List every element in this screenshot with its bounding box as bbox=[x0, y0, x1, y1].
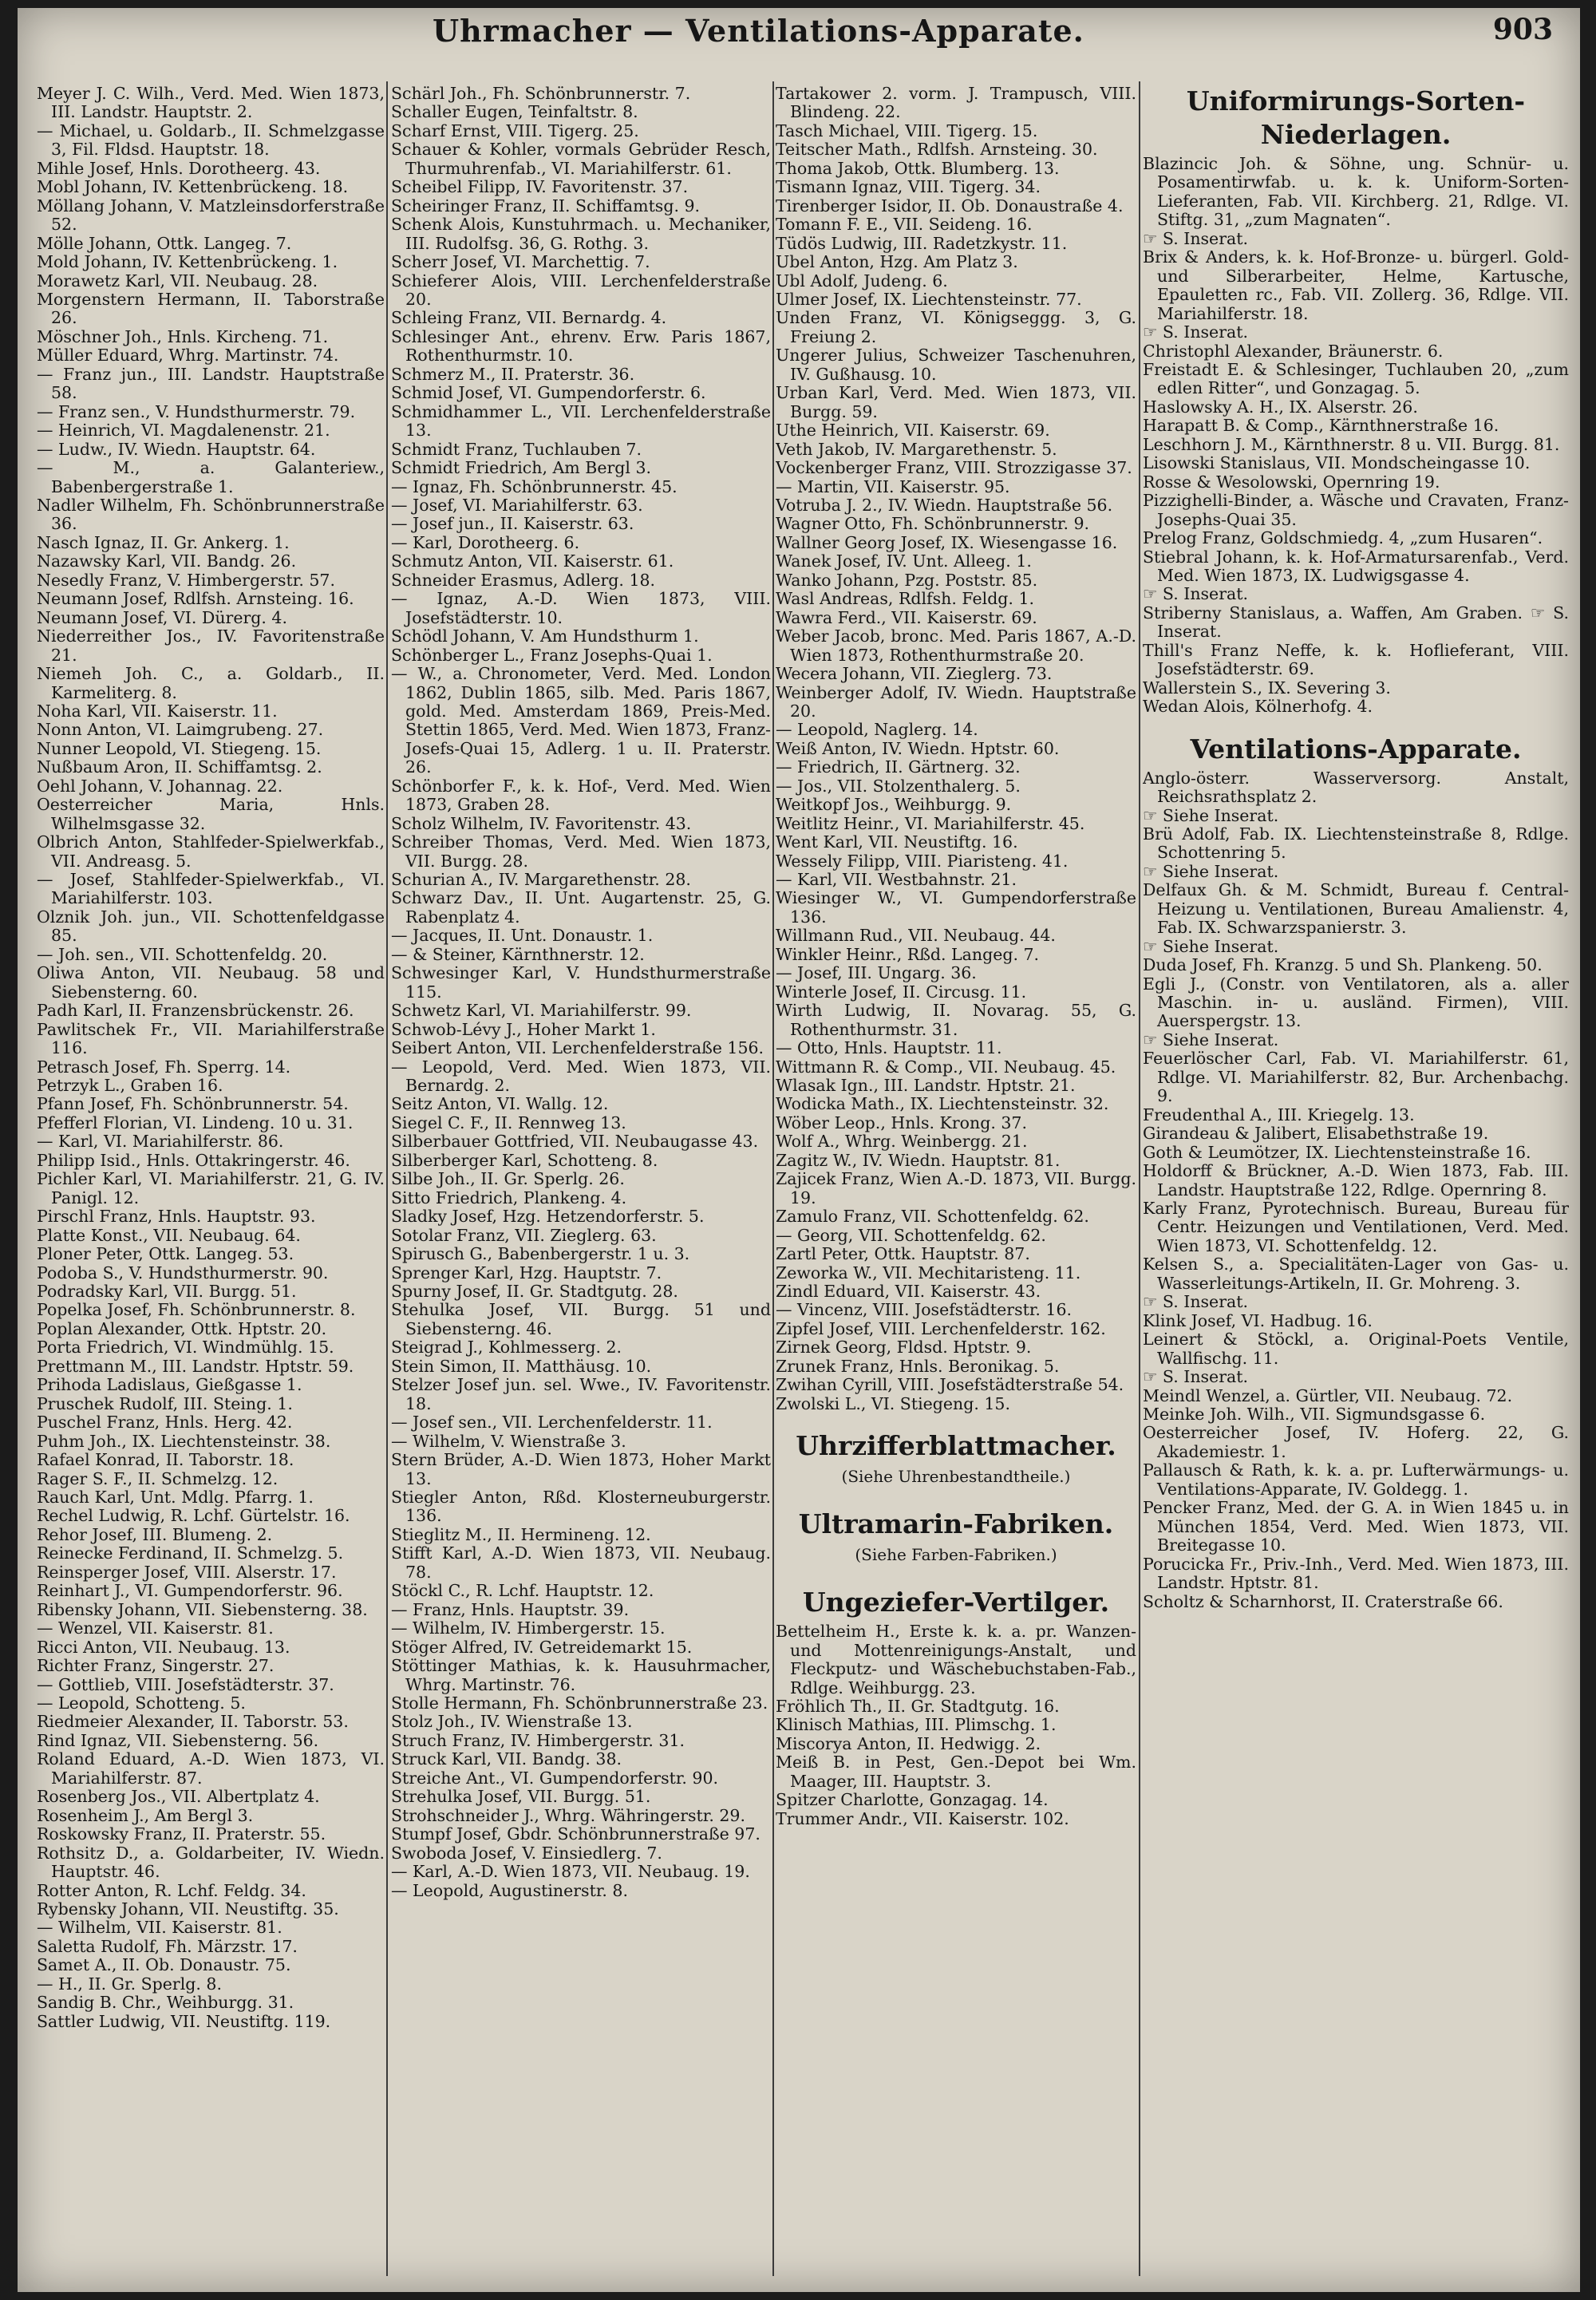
running-head bbox=[18, 13, 1580, 54]
directory-entry: Morgenstern Hermann, II. Taborstraße 26. bbox=[37, 289, 385, 328]
directory-entry: Mobl Johann, IV. Kettenbrückeng. 18. bbox=[37, 177, 349, 197]
directory-entry: Wanko Johann, Pzg. Poststr. 85. bbox=[776, 570, 1038, 590]
directory-entry: Sprenger Karl, Hzg. Hauptstr. 7. bbox=[391, 1263, 662, 1282]
directory-entry: Harapatt B. & Comp., Kärnthnerstraße 16. bbox=[1143, 416, 1499, 436]
directory-entry: Bettelheim H., Erste k. k. a. pr. Wanzen- und Mottenreinigungs-Anstalt, und Fleckputz- und Wäschebuchstaben-Fab., Rdlge. Weihburgg. 23. bbox=[776, 1622, 1136, 1697]
directory-entry: Platte Konst., VII. Neubaug. 64. bbox=[37, 1225, 301, 1245]
directory-entry: Riedmeier Alexander, II. Taborstr. 53. bbox=[37, 1712, 349, 1732]
directory-entry: Spurny Josef, II. Gr. Stadtgutg. 28. bbox=[391, 1282, 678, 1301]
column-rule bbox=[386, 81, 388, 2276]
page-number: 903 bbox=[1492, 13, 1553, 46]
directory-entry: Ulmer Josef, IX. Liechtensteinstr. 77. bbox=[776, 289, 1082, 309]
directory-entry: Ungerer Julius, Schweizer Taschenuhren, IV. Gußhausg. 10. bbox=[776, 346, 1136, 384]
directory-entry: Zagitz W., IV. Wiedn. Hauptstr. 81. bbox=[776, 1150, 1061, 1170]
directory-entry: Pirschl Franz, Hnls. Hauptstr. 93. bbox=[37, 1207, 316, 1227]
directory-entry: Ricci Anton, VII. Neubaug. 13. bbox=[37, 1637, 290, 1657]
directory-entry: Podoba S., V. Hundsthurmerstr. 90. bbox=[37, 1263, 329, 1282]
directory-entry: Pallausch & Rath, k. k. a. pr. Lufterwärmungs- u. Ventilations-Apparate, IV. Goldegg. 1. bbox=[1143, 1460, 1569, 1499]
directory-entry: Schurian A., IV. Margarethenstr. 28. bbox=[391, 870, 691, 890]
directory-entry: Wagner Otto, Fh. Schönbrunnerstr. 9. bbox=[776, 514, 1090, 534]
directory-entry: Brü Adolf, Fab. IX. Liechtensteinstraße 8, Rdlge. Schottenring 5. bbox=[1143, 824, 1569, 863]
directory-entry: Wallerstein S., IX. Severing 3. bbox=[1143, 678, 1391, 698]
directory-entry: Pizzighelli-Binder, a. Wäsche und Cravaten, Franz-Josephs-Quai 35. bbox=[1143, 491, 1569, 529]
directory-entry: Roskowsky Franz, II. Praterstr. 55. bbox=[37, 1824, 326, 1844]
directory-entry: Klinisch Mathias, III. Plimschg. 1. bbox=[776, 1715, 1057, 1735]
directory-entry: Prelog Franz, Goldschmiedg. 4, „zum Husaren“. bbox=[1143, 528, 1543, 548]
directory-entry: Rosenheim J., Am Bergl 3. bbox=[37, 1805, 254, 1825]
directory-entry: Niederreither Jos., IV. Favoritenstraße 21. bbox=[37, 626, 385, 665]
directory-entry: ☞ Siehe Inserat. bbox=[1143, 861, 1279, 881]
directory-entry: Weber Jacob, bronc. Med. Paris 1867, A.-D. Wien 1873, Rothenthurmstraße 20. bbox=[776, 626, 1136, 665]
directory-entry: Roland Eduard, A.-D. Wien 1873, VI. Mariahilferstr. 87. bbox=[37, 1749, 385, 1788]
directory-entry: Mölle Johann, Ottk. Langeg. 7. bbox=[37, 233, 292, 253]
directory-entry: — Wilhelm, VII. Kaiserstr. 81. bbox=[37, 1918, 282, 1938]
directory-entry: Schmidt Franz, Tuchlauben 7. bbox=[391, 439, 642, 459]
directory-entry: — Vincenz, VIII. Josefstädterstr. 16. bbox=[776, 1300, 1073, 1320]
directory-entry: Schwesinger Karl, V. Hundsthurmerstraße 115. bbox=[391, 963, 771, 1002]
directory-entry: Freistadt E. & Schlesinger, Tuchlauben 20, „zum edlen Ritter“, und Gonzagag. 5. bbox=[1143, 359, 1569, 398]
directory-entry: Wanek Josef, IV. Unt. Alleeg. 1. bbox=[776, 551, 1032, 571]
directory-entry: Schneider Erasmus, Adlerg. 18. bbox=[391, 570, 656, 590]
directory-entry: — Ignaz, Fh. Schönbrunnerstr. 45. bbox=[391, 476, 678, 496]
directory-entry: Stolle Hermann, Fh. Schönbrunnerstraße 23. bbox=[391, 1693, 768, 1713]
directory-entry: Brix & Anders, k. k. Hof-Bronze- u. bürgerl. Gold- und Silberarbeiter, Helme, Kartusche, Epauletten rc., Fab. VII. Zollerg. 36, Rdlge. VII. Mariahilferstr. 18. bbox=[1143, 247, 1569, 323]
directory-entry: Unden Franz, VI. Königseggg. 3, G. Freiung 2. bbox=[776, 308, 1136, 346]
directory-entry: Olznik Joh. jun., VII. Schottenfeldgasse 85. bbox=[37, 907, 385, 946]
directory-entry: Stöger Alfred, IV. Getreidemarkt 15. bbox=[391, 1637, 693, 1657]
section-heading: Uhrzifferblattmacher. bbox=[796, 1430, 1116, 1462]
directory-entry: Stein Simon, II. Matthäusg. 10. bbox=[391, 1356, 652, 1376]
directory-entry: Sattler Ludwig, VII. Neustiftg. 119. bbox=[37, 2011, 331, 2031]
directory-entry: Müller Eduard, Whrg. Martinstr. 74. bbox=[37, 346, 339, 366]
directory-entry: Seibert Anton, VII. Lerchenfelderstraße 156. bbox=[391, 1038, 764, 1058]
directory-entry: Zamulo Franz, VII. Schottenfeldg. 62. bbox=[776, 1207, 1089, 1227]
directory-entry: Pfefferl Florian, VI. Lindeng. 10 u. 31. bbox=[37, 1112, 354, 1132]
directory-entry: ☞ S. Inserat. bbox=[1143, 1292, 1248, 1312]
directory-entry: ☞ S. Inserat. bbox=[1143, 322, 1248, 342]
directory-entry: Egli J., (Constr. von Ventilatoren, als a. aller Maschin. in- u. ausländ. Firmen), VIII. Auerspergstr. 13. bbox=[1143, 974, 1569, 1031]
directory-entry: — Heinrich, VI. Magdalenenstr. 21. bbox=[37, 421, 330, 441]
directory-entry: Silbe Joh., II. Gr. Sperlg. 26. bbox=[391, 1169, 625, 1189]
directory-entry: Tüdös Ludwig, III. Radetzkystr. 11. bbox=[776, 233, 1068, 253]
directory-entry: Wessely Filipp, VIII. Piaristeng. 41. bbox=[776, 851, 1069, 871]
directory-entry: Scholz Wilhelm, IV. Favoritenstr. 43. bbox=[391, 813, 692, 833]
directory-entry: Wiesinger W., VI. Gumpendorferstraße 136. bbox=[776, 888, 1136, 927]
directory-entry: Schauer & Kohler, vormals Gebrüder Resch, Thurmuhrenfab., VI. Mariahilferstr. 61. bbox=[391, 140, 771, 178]
directory-entry: Wlasak Ign., III. Landstr. Hptstr. 21. bbox=[776, 1076, 1076, 1096]
directory-entry: Struch Franz, IV. Himbergerstr. 31. bbox=[391, 1730, 685, 1750]
page-title: Uhrmacher — Ventilations-Apparate. bbox=[433, 13, 1084, 49]
directory-entry: — W., a. Chronometer, Verd. Med. London 1862, Dublin 1865, silb. Med. Paris 1867, gold. Med. Amsterdam 1869, Preis-Med. Stettin 1865, Verd. Med. Wien 1873, Franz-Josefs-Quai 15, Adlerg. 1 u. II. Praterstr. 26. bbox=[391, 664, 771, 777]
directory-entry: Tomann F. E., VII. Seideng. 16. bbox=[776, 215, 1033, 235]
directory-entry: Teitscher Math., Rdlfsh. Arnsteing. 30. bbox=[776, 140, 1098, 160]
directory-entry: Schmid Josef, VI. Gumpendorferstr. 6. bbox=[391, 383, 706, 403]
directory-entry: Zwihan Cyrill, VIII. Josefstädterstraße 54. bbox=[776, 1375, 1124, 1395]
directory-entry: Wecera Johann, VII. Zieglerg. 73. bbox=[776, 664, 1053, 684]
directory-entry: Scharf Ernst, VIII. Tigerg. 25. bbox=[391, 121, 639, 140]
directory-entry: Silberberger Karl, Schotteng. 8. bbox=[391, 1150, 658, 1170]
directory-entry: Votruba J. 2., IV. Wiedn. Hauptstraße 56. bbox=[776, 495, 1113, 515]
directory-entry: Delfaux Gh. & M. Schmidt, Bureau f. Central-Heizung u. Ventilationen, Bureau Amalienstr. 4, Fab. IX. Schwarzspanierstr. 3. bbox=[1143, 880, 1569, 938]
directory-entry: Puschel Franz, Hnls. Herg. 42. bbox=[37, 1413, 293, 1433]
directory-entry: Zwolski L., VI. Stiegeng. 15. bbox=[776, 1393, 1010, 1413]
directory-entry: Schwetz Karl, VI. Mariahilferstr. 99. bbox=[391, 1001, 692, 1021]
directory-entry: — H., II. Gr. Sperlg. 8. bbox=[37, 1974, 222, 1994]
directory-entry: Sitto Friedrich, Plankeng. 4. bbox=[391, 1188, 627, 1207]
directory-entry: Meindl Wenzel, a. Gürtler, VII. Neubaug. 72. bbox=[1143, 1385, 1513, 1405]
directory-entry: Haslowsky A. H., IX. Alserstr. 26. bbox=[1143, 397, 1418, 417]
directory-entry: Thoma Jakob, Ottk. Blumberg. 13. bbox=[776, 158, 1060, 178]
directory-entry: Neumann Josef, VI. Dürerg. 4. bbox=[37, 607, 287, 627]
directory-entry: — Leopold, Verd. Med. Wien 1873, VII. Bernardg. 2. bbox=[391, 1057, 771, 1096]
directory-entry: Streiche Ant., VI. Gumpendorferstr. 90. bbox=[391, 1768, 719, 1788]
directory-entry: Nunner Leopold, VI. Stiegeng. 15. bbox=[37, 738, 322, 758]
directory-entry: Neumann Josef, Rdlfsh. Arnsteing. 16. bbox=[37, 589, 354, 609]
directory-entry: Podradsky Karl, VII. Burgg. 51. bbox=[37, 1282, 297, 1301]
directory-entry: Stifft Karl, A.-D. Wien 1873, VII. Neubaug. 78. bbox=[391, 1543, 771, 1582]
column-4 bbox=[1143, 85, 1569, 2271]
directory-entry: — Josef sen., VII. Lerchenfelderstr. 11. bbox=[391, 1413, 713, 1433]
directory-entry: Weitkopf Jos., Weihburgg. 9. bbox=[776, 795, 1012, 815]
directory-entry: Schmutz Anton, VII. Kaiserstr. 61. bbox=[391, 551, 674, 571]
directory-entry: Veth Jakob, IV. Margarethenstr. 5. bbox=[776, 439, 1057, 459]
directory-entry: Zrunek Franz, Hnls. Beronikag. 5. bbox=[776, 1356, 1060, 1376]
directory-entry: Scheiringer Franz, II. Schiffamtsg. 9. bbox=[391, 196, 701, 215]
directory-entry: Scherr Josef, VI. Marchettig. 7. bbox=[391, 252, 650, 272]
directory-entry: Christophl Alexander, Bräunerstr. 6. bbox=[1143, 341, 1444, 361]
directory-entry: Stelzer Josef jun. sel. Wwe., IV. Favoritenstr. 18. bbox=[391, 1375, 771, 1413]
directory-entry: — Michael, u. Goldarb., II. Schmelzgasse 3, Fil. Fldsd. Hauptstr. 18. bbox=[37, 121, 385, 160]
directory-entry: Möschner Joh., Hnls. Kircheng. 71. bbox=[37, 326, 329, 346]
directory-entry: Swoboda Josef, V. Einsiedlerg. 7. bbox=[391, 1843, 662, 1863]
directory-entry: Schmidhammer L., VII. Lerchenfelderstraße 13. bbox=[391, 401, 771, 441]
column-3 bbox=[776, 85, 1136, 2271]
directory-entry: Wöber Leop., Hnls. Krong. 37. bbox=[776, 1112, 1027, 1132]
directory-entry: — Jacques, II. Unt. Donaustr. 1. bbox=[391, 926, 654, 946]
directory-entry: Richter Franz, Singerstr. 27. bbox=[37, 1656, 275, 1676]
directory-entry: Rosse & Wesolowski, Opernring 19. bbox=[1143, 472, 1440, 492]
directory-entry: Meinke Joh. Wilh., VII. Sigmundsgasse 6. bbox=[1143, 1405, 1486, 1424]
directory-entry: Oesterreicher Maria, Hnls. Wilhelmsgasse 32. bbox=[37, 795, 385, 833]
directory-entry: Stumpf Josef, Gbdr. Schönbrunnerstraße 97. bbox=[391, 1824, 760, 1844]
section-heading: Ungeziefer-Vertilger. bbox=[802, 1587, 1110, 1618]
directory-entry: — Joh. sen., VII. Schottenfeldg. 20. bbox=[37, 944, 328, 964]
directory-entry: — Franz, Hnls. Hauptstr. 39. bbox=[391, 1599, 630, 1619]
directory-entry: Stehulka Josef, VII. Burgg. 51 und Siebensterng. 46. bbox=[391, 1300, 771, 1338]
directory-entry: Stiebral Johann, k. k. Hof-Armatursarenfab., Verd. Med. Wien 1873, IX. Ludwigsgasse 4. bbox=[1143, 547, 1569, 585]
directory-entry: Rauch Karl, Unt. Mdlg. Pfarrg. 1. bbox=[37, 1487, 314, 1507]
directory-entry: Duda Josef, Fh. Kranzg. 5 und Sh. Plankeng. 50. bbox=[1143, 955, 1543, 975]
directory-entry: Schlesinger Ant., ehrenv. Erw. Paris 1867, Rothenthurmstr. 10. bbox=[391, 326, 771, 366]
directory-entry: Schieferer Alois, VIII. Lerchenfelderstraße 20. bbox=[391, 271, 771, 309]
directory-entry: Pruschek Rudolf, III. Steing. 1. bbox=[37, 1393, 293, 1413]
directory-entry: Reinecke Ferdinand, II. Schmelzg. 5. bbox=[37, 1543, 344, 1563]
directory-entry: — Karl, VII. Westbahnstr. 21. bbox=[776, 870, 1017, 890]
directory-entry: Wolf A., Whrg. Weinbergg. 21. bbox=[776, 1132, 1028, 1152]
directory-entry: Weinberger Adolf, IV. Wiedn. Hauptstraße 20. bbox=[776, 682, 1136, 721]
directory-entry: Blazincic Joh. & Söhne, ung. Schnür- u. Posamentirwfab. u. k. k. Uniform-Sorten-Lieferanten, Fab. VII. Kirchberg. 21, Rdlge. VI. Stiftg. 31, „zum Magnaten“. bbox=[1143, 154, 1569, 230]
directory-entry: — M., a. Galanteriew., Babenbergerstraße 1. bbox=[37, 458, 385, 496]
section-note: (Siehe Farben-Fabriken.) bbox=[855, 1545, 1057, 1565]
directory-entry: Niemeh Joh. C., a. Goldarb., II. Karmeliterg. 8. bbox=[37, 664, 385, 702]
directory-entry: Karly Franz, Pyrotechnisch. Bureau, Bureau für Centr. Heizungen und Ventilationen, Verd. Med. Wien 1873, VI. Schottenfeldg. 12. bbox=[1143, 1199, 1569, 1255]
directory-entry: — Josef, VI. Mariahilferstr. 63. bbox=[391, 495, 643, 515]
directory-entry: Nonn Anton, VI. Laimgrubeng. 27. bbox=[37, 720, 324, 740]
directory-entry: Pfann Josef, Fh. Schönbrunnerstr. 54. bbox=[37, 1094, 349, 1114]
section-note: (Siehe Uhrenbestandtheile.) bbox=[841, 1467, 1071, 1487]
directory-entry: Winkler Heinr., Rßd. Langeg. 7. bbox=[776, 944, 1040, 964]
directory-entry: Padh Karl, II. Franzensbrückenstr. 26. bbox=[37, 1001, 354, 1021]
directory-entry: Scholtz & Scharnhorst, II. Craterstraße 66. bbox=[1143, 1591, 1503, 1611]
directory-entry: Oliwa Anton, VII. Neubaug. 58 und Siebensterng. 60. bbox=[37, 963, 385, 1002]
directory-entry: Zartl Peter, Ottk. Hauptstr. 87. bbox=[776, 1244, 1030, 1264]
directory-entry: Schreiber Thomas, Verd. Med. Wien 1873, VII. Burgg. 28. bbox=[391, 832, 771, 871]
directory-entry: Girandeau & Jalibert, Elisabethstraße 19. bbox=[1143, 1124, 1489, 1144]
directory-entry: Leinert & Stöckl, a. Original-Poets Ventile, Wallfischg. 11. bbox=[1143, 1330, 1569, 1368]
directory-entry: Rehor Josef, III. Blumeng. 2. bbox=[37, 1524, 273, 1544]
directory-entry: Rothsitz D., a. Goldarbeiter, IV. Wiedn. Hauptstr. 46. bbox=[37, 1843, 385, 1882]
directory-entry: Rechel Ludwig, R. Lchf. Gürtelstr. 16. bbox=[37, 1506, 350, 1526]
directory-entry: Möllang Johann, V. Matzleinsdorferstraße 52. bbox=[37, 196, 385, 235]
directory-page bbox=[18, 8, 1580, 2292]
directory-entry: Sladky Josef, Hzg. Hetzendorferstr. 5. bbox=[391, 1207, 705, 1227]
directory-entry: Schönberger L., Franz Josephs-Quai 1. bbox=[391, 645, 713, 665]
directory-entry: Olbrich Anton, Stahlfeder-Spielwerkfab., VII. Andreasg. 5. bbox=[37, 832, 385, 871]
directory-entry: Striberny Stanislaus, a. Waffen, Am Graben. ☞ S. Inserat. bbox=[1143, 603, 1569, 642]
directory-entry: ☞ S. Inserat. bbox=[1143, 584, 1248, 604]
directory-entry: Silberbauer Gottfried, VII. Neubaugasse 43. bbox=[391, 1132, 759, 1152]
directory-entry: Steigrad J., Kohlmesserg. 2. bbox=[391, 1338, 622, 1357]
directory-entry: Goth & Leumötzer, IX. Liechtensteinstraße 16. bbox=[1143, 1142, 1531, 1162]
directory-entry: — Josef, III. Ungarg. 36. bbox=[776, 963, 977, 983]
directory-entry: — Leopold, Naglerg. 14. bbox=[776, 720, 978, 740]
directory-entry: Zajicek Franz, Wien A.-D. 1873, VII. Burgg. 19. bbox=[776, 1169, 1136, 1207]
directory-entry: Wawra Ferd., VII. Kaiserstr. 69. bbox=[776, 607, 1037, 627]
directory-entry: Rafael Konrad, II. Taborstr. 18. bbox=[37, 1450, 294, 1470]
directory-entry: Saletta Rudolf, Fh. Märzstr. 17. bbox=[37, 1936, 298, 1956]
directory-entry: Weitlitz Heinr., VI. Mariahilferstr. 45. bbox=[776, 813, 1085, 833]
directory-entry: Stöttinger Mathias, k. k. Hausuhrmacher, Whrg. Martinstr. 76. bbox=[391, 1656, 771, 1694]
directory-entry: Vockenberger Franz, VIII. Strozzigasse 37. bbox=[776, 458, 1132, 478]
directory-entry: Siegel C. F., II. Rennweg 13. bbox=[391, 1112, 626, 1132]
directory-entry: — Franz sen., V. Hundsthurmerstr. 79. bbox=[37, 401, 356, 421]
directory-entry: Nesedly Franz, V. Himbergerstr. 57. bbox=[37, 570, 335, 590]
directory-entry: Stern Brüder, A.-D. Wien 1873, Hoher Markt 13. bbox=[391, 1450, 771, 1488]
directory-entry: Weiß Anton, IV. Wiedn. Hptstr. 60. bbox=[776, 738, 1060, 758]
directory-entry: Prettmann M., III. Landstr. Hptstr. 59. bbox=[37, 1356, 354, 1376]
directory-entry: Nasch Ignaz, II. Gr. Ankerg. 1. bbox=[37, 532, 290, 552]
directory-entry: Petrasch Josef, Fh. Sperrg. 14. bbox=[37, 1057, 291, 1077]
directory-entry: ☞ Siehe Inserat. bbox=[1143, 936, 1279, 956]
directory-entry: Schmidt Friedrich, Am Bergl 3. bbox=[391, 458, 652, 478]
directory-entry: Stiegler Anton, Rßd. Klosterneuburgerstr. 136. bbox=[391, 1487, 771, 1526]
directory-entry: Pichler Karl, VI. Mariahilferstr. 21, G. IV. Panigl. 12. bbox=[37, 1169, 385, 1207]
directory-entry: Wodicka Math., IX. Liechtensteinstr. 32. bbox=[776, 1094, 1109, 1114]
directory-entry: Anglo-österr. Wasserversorg. Anstalt, Reichsrathsplatz 2. bbox=[1143, 768, 1569, 807]
directory-entry: Nazawsky Karl, VII. Bandg. 26. bbox=[37, 551, 297, 571]
directory-entry: — Wilhelm, V. Wienstraße 3. bbox=[391, 1431, 626, 1451]
directory-entry: Stieglitz M., II. Hermineng. 12. bbox=[391, 1524, 651, 1544]
directory-entry: — Wilhelm, IV. Himbergerstr. 15. bbox=[391, 1618, 666, 1638]
section-heading: Ventilations-Apparate. bbox=[1190, 733, 1522, 765]
directory-entry: Oehl Johann, V. Johannag. 22. bbox=[37, 776, 283, 796]
directory-entry: — Georg, VII. Schottenfeldg. 62. bbox=[776, 1225, 1046, 1245]
directory-entry: Porta Friedrich, VI. Windmühlg. 15. bbox=[37, 1338, 334, 1357]
directory-entry: Zirnek Georg, Fldsd. Hptstr. 9. bbox=[776, 1338, 1032, 1357]
directory-entry: Schwob-Lévy J., Hoher Markt 1. bbox=[391, 1019, 656, 1039]
directory-entry: Nußbaum Aron, II. Schiffamtsg. 2. bbox=[37, 757, 322, 777]
directory-entry: Schärl Joh., Fh. Schönbrunnerstr. 7. bbox=[391, 85, 691, 103]
directory-entry: Thill's Franz Neffe, k. k. Hoflieferant, VIII. Josefstädterstr. 69. bbox=[1143, 640, 1569, 679]
directory-entry: Reinhart J., VI. Gumpendorferstr. 96. bbox=[37, 1581, 343, 1601]
directory-entry: Kelsen S., a. Specialitäten-Lager von Gas- u. Wasserleitungs-Artikeln, II. Gr. Mohreng. 3. bbox=[1143, 1255, 1569, 1293]
directory-entry: Uthe Heinrich, VII. Kaiserstr. 69. bbox=[776, 421, 1050, 441]
directory-entry: — Leopold, Schotteng. 5. bbox=[37, 1693, 246, 1713]
directory-entry: Freudenthal A., III. Kriegelg. 13. bbox=[1143, 1105, 1415, 1124]
directory-entry: Schönborfer F., k. k. Hof-, Verd. Med. Wien 1873, Graben 28. bbox=[391, 776, 771, 815]
directory-entry: — Wenzel, VII. Kaiserstr. 81. bbox=[37, 1618, 274, 1638]
directory-entry: Rind Ignaz, VII. Siebensterng. 56. bbox=[37, 1730, 319, 1750]
directory-entry: Morawetz Karl, VII. Neubaug. 28. bbox=[37, 271, 318, 290]
directory-entry: Reinsperger Josef, VIII. Alserstr. 17. bbox=[37, 1562, 337, 1582]
directory-entry: Tasch Michael, VIII. Tigerg. 15. bbox=[776, 121, 1038, 140]
directory-entry: Leschhorn J. M., Kärnthnerstr. 8 u. VII. Burgg. 81. bbox=[1143, 434, 1560, 454]
directory-entry: Nadler Wilhelm, Fh. Schönbrunnerstraße 36. bbox=[37, 495, 385, 534]
directory-entry: Wirth Ludwig, II. Novarag. 55, G. Rothenthurmstr. 31. bbox=[776, 1001, 1136, 1039]
directory-entry: — Otto, Hnls. Hauptstr. 11. bbox=[776, 1038, 1002, 1058]
directory-entry: ☞ S. Inserat. bbox=[1143, 228, 1248, 248]
directory-entry: — Leopold, Augustinerstr. 8. bbox=[391, 1880, 628, 1900]
directory-entry: Schenk Alois, Kunstuhrmach. u. Mechaniker, III. Rudolfsg. 36, G. Rothg. 3. bbox=[391, 215, 771, 253]
column-2 bbox=[391, 85, 771, 2271]
directory-entry: Noha Karl, VII. Kaiserstr. 11. bbox=[37, 701, 278, 721]
section-heading: Uniformirungs-Sorten-Niederlagen. bbox=[1186, 85, 1526, 150]
directory-entry: Went Karl, VII. Neustiftg. 16. bbox=[776, 832, 1018, 852]
directory-entry: Winterle Josef, II. Circusg. 11. bbox=[776, 982, 1027, 1002]
directory-entry: Wasl Andreas, Rdlfsh. Feldg. 1. bbox=[776, 589, 1035, 609]
directory-entry: Sotolar Franz, VII. Zieglerg. 63. bbox=[391, 1225, 657, 1245]
directory-entry: Ploner Peter, Ottk. Langeg. 53. bbox=[37, 1244, 294, 1264]
directory-entry: Rotter Anton, R. Lchf. Feldg. 34. bbox=[37, 1880, 306, 1900]
directory-entry: Scheibel Filipp, IV. Favoritenstr. 37. bbox=[391, 177, 689, 197]
directory-entry: Popelka Josef, Fh. Schönbrunnerstr. 8. bbox=[37, 1300, 356, 1320]
directory-entry: Mold Johann, IV. Kettenbrückeng. 1. bbox=[37, 252, 338, 272]
directory-entry: Trummer Andr., VII. Kaiserstr. 102. bbox=[776, 1808, 1069, 1828]
directory-entry: Feuerlöscher Carl, Fab. VI. Mariahilferstr. 61, Rdlge. VI. Mariahilferstr. 82, Bur. Archenbachg. 9. bbox=[1143, 1049, 1569, 1106]
directory-entry: — Ignaz, A.-D. Wien 1873, VIII. Josefstädterstr. 10. bbox=[391, 589, 771, 627]
directory-entry: Wedan Alois, Kölnerhofg. 4. bbox=[1143, 697, 1373, 717]
directory-entry: — & Steiner, Kärnthnerstr. 12. bbox=[391, 944, 645, 964]
directory-entry: Strohschneider J., Whrg. Währingerstr. 29. bbox=[391, 1805, 745, 1825]
directory-entry: Schleing Franz, VII. Bernardg. 4. bbox=[391, 308, 667, 328]
directory-entry: — Josef jun., II. Kaiserstr. 63. bbox=[391, 514, 634, 534]
column-rule bbox=[1139, 81, 1140, 2276]
directory-entry: Prihoda Ladislaus, Gießgasse 1. bbox=[37, 1375, 302, 1395]
directory-entry: Puhm Joh., IX. Liechtensteinstr. 38. bbox=[37, 1431, 331, 1451]
directory-entry: — Karl, Dorotheerg. 6. bbox=[391, 532, 580, 552]
directory-entry: Philipp Isid., Hnls. Ottakringerstr. 46. bbox=[37, 1150, 350, 1170]
directory-entry: ☞ S. Inserat. bbox=[1143, 1367, 1248, 1387]
directory-entry: Wallner Georg Josef, IX. Wiesengasse 16. bbox=[776, 532, 1118, 552]
directory-entry: Spitzer Charlotte, Gonzagag. 14. bbox=[776, 1790, 1049, 1810]
directory-entry: Samet A., II. Ob. Donaustr. 75. bbox=[37, 1955, 291, 1975]
directory-entry: Seitz Anton, VI. Wallg. 12. bbox=[391, 1094, 609, 1114]
directory-entry: Schödl Johann, V. Am Hundsthurm 1. bbox=[391, 626, 699, 646]
directory-entry: Tartakower 2. vorm. J. Trampusch, VIII. Blindeng. 22. bbox=[776, 85, 1136, 122]
directory-entry: Tismann Ignaz, VIII. Tigerg. 34. bbox=[776, 177, 1041, 197]
directory-entry: Fröhlich Th., II. Gr. Stadtgutg. 16. bbox=[776, 1696, 1060, 1716]
directory-entry: — Karl, A.-D. Wien 1873, VII. Neubaug. 19. bbox=[391, 1862, 750, 1882]
directory-entry: Zipfel Josef, VIII. Lerchenfelderstr. 162. bbox=[776, 1318, 1106, 1338]
directory-entry: Rybensky Johann, VII. Neustiftg. 35. bbox=[37, 1899, 339, 1919]
directory-entry: — Karl, VI. Mariahilferstr. 86. bbox=[37, 1132, 284, 1152]
directory-entry: — Martin, VII. Kaiserstr. 95. bbox=[776, 476, 1010, 496]
directory-entry: Zindl Eduard, VII. Kaiserstr. 43. bbox=[776, 1282, 1041, 1301]
directory-entry: Rager S. F., II. Schmelzg. 12. bbox=[37, 1468, 279, 1488]
directory-entry: Meiß B. in Pest, Gen.-Depot bei Wm. Maager, III. Hauptstr. 3. bbox=[776, 1753, 1136, 1791]
directory-entry: Porucicka Fr., Priv.-Inh., Verd. Med. Wien 1873, III. Landstr. Hptstr. 81. bbox=[1143, 1554, 1569, 1593]
directory-entry: Rosenberg Jos., VII. Albertplatz 4. bbox=[37, 1787, 320, 1807]
directory-entry: Poplan Alexander, Ottk. Hptstr. 20. bbox=[37, 1318, 327, 1338]
directory-entry: ☞ Siehe Inserat. bbox=[1143, 805, 1279, 825]
directory-entry: Schmerz M., II. Praterstr. 36. bbox=[391, 364, 635, 384]
directory-entry: Zeworka W., VII. Mechitaristeng. 11. bbox=[776, 1263, 1081, 1282]
directory-entry: Ubl Adolf, Judeng. 6. bbox=[776, 271, 948, 290]
column-1 bbox=[37, 85, 385, 2271]
directory-entry: ☞ Siehe Inserat. bbox=[1143, 1029, 1279, 1049]
directory-entry: Struck Karl, VII. Bandg. 38. bbox=[391, 1749, 622, 1769]
directory-entry: Petrzyk L., Graben 16. bbox=[37, 1076, 223, 1096]
section-heading: Ultramarin-Fabriken. bbox=[798, 1508, 1114, 1540]
directory-entry: — Gottlieb, VIII. Josefstädterstr. 37. bbox=[37, 1674, 334, 1694]
directory-entry: Wittmann R. & Comp., VII. Neubaug. 45. bbox=[776, 1057, 1116, 1077]
directory-entry: Stolz Joh., IV. Wienstraße 13. bbox=[391, 1712, 633, 1732]
directory-entry: Spirusch G., Babenbergerstr. 1 u. 3. bbox=[391, 1244, 690, 1264]
directory-entry: Meyer J. C. Wilh., Verd. Med. Wien 1873, III. Landstr. Hauptstr. 2. bbox=[37, 85, 385, 122]
directory-entry: Klink Josef, VI. Hadbug. 16. bbox=[1143, 1310, 1373, 1330]
directory-entry: Schaller Eugen, Teinfaltstr. 8. bbox=[391, 102, 638, 122]
directory-entry: — Ludw., IV. Wiedn. Hauptstr. 64. bbox=[37, 439, 316, 459]
directory-entry: Holdorff & Brückner, A.-D. Wien 1873, Fab. III. Landstr. Hauptstraße 122, Rdlge. Opernring 8. bbox=[1143, 1161, 1569, 1199]
directory-entry: Mihle Josef, Hnls. Dorotheerg. 43. bbox=[37, 158, 321, 178]
column-rule bbox=[772, 81, 774, 2276]
directory-entry: — Friedrich, II. Gärtnerg. 32. bbox=[776, 757, 1021, 777]
directory-entry: Tirenberger Isidor, II. Ob. Donaustraße 4. bbox=[776, 196, 1124, 215]
directory-entry: Ubel Anton, Hzg. Am Platz 3. bbox=[776, 252, 1018, 272]
directory-entry: Pawlitschek Fr., VII. Mariahilferstraße 116. bbox=[37, 1019, 385, 1058]
directory-entry: Stöckl C., R. Lchf. Hauptstr. 12. bbox=[391, 1581, 654, 1601]
directory-entry: — Josef, Stahlfeder-Spielwerkfab., VI. Mariahilferstr. 103. bbox=[37, 870, 385, 908]
directory-entry: Sandig B. Chr., Weihburgg. 31. bbox=[37, 1993, 294, 2013]
directory-entry: — Franz jun., III. Landstr. Hauptstraße 58. bbox=[37, 364, 385, 403]
directory-entry: — Jos., VII. Stolzenthalerg. 5. bbox=[776, 776, 1021, 796]
directory-entry: Willmann Rud., VII. Neubaug. 44. bbox=[776, 926, 1056, 946]
directory-entry: Lisowski Stanislaus, VII. Mondscheingasse 10. bbox=[1143, 453, 1531, 473]
directory-entry: Miscorya Anton, II. Hedwigg. 2. bbox=[776, 1733, 1041, 1753]
directory-entry: Strehulka Josef, VII. Burgg. 51. bbox=[391, 1787, 651, 1807]
directory-entry: Pencker Franz, Med. der G. A. in Wien 1845 u. in München 1854, Verd. Med. Wien 1873, VII. Breitegasse 10. bbox=[1143, 1498, 1569, 1555]
directory-entry: Schwarz Dav., II. Unt. Augartenstr. 25, G. Rabenplatz 4. bbox=[391, 888, 771, 927]
directory-entry: Ribensky Johann, VII. Siebensterng. 38. bbox=[37, 1599, 368, 1619]
directory-entry: Oesterreicher Josef, IV. Hoferg. 22, G. Akademiestr. 1. bbox=[1143, 1423, 1569, 1461]
directory-entry: Urban Karl, Verd. Med. Wien 1873, VII. Burgg. 59. bbox=[776, 383, 1136, 421]
